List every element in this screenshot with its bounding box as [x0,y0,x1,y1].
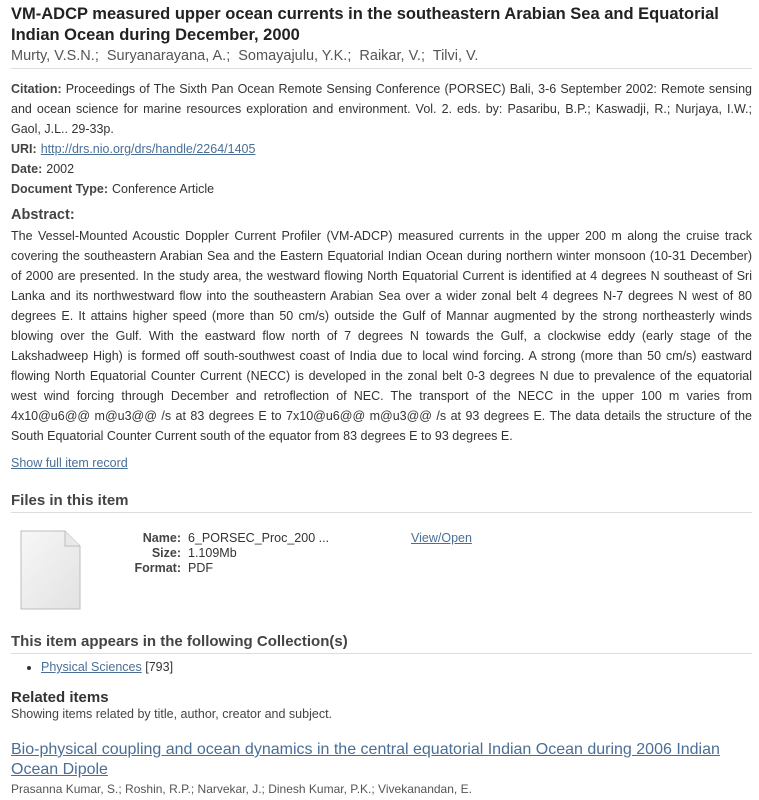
file-name-label: Name: [142,531,181,545]
uri-link[interactable]: http://drs.nio.org/drs/handle/2264/1405 [40,142,256,156]
date-row [11,159,752,179]
author: Tilvi, V. [432,48,479,64]
related-item-authors: Prasanna Kumar, S.; Roshin, R.P.; Narvekar, J.; Dinesh Kumar, P.K.; Vivekanandan, E. [11,782,472,796]
collections-heading: This item appears in the following Collection(s) [11,633,752,654]
file-name: 6_PORSEC_Proc_200 ... [188,531,330,545]
related-item-link[interactable]: Bio-physical coupling and ocean dynamics in the central equatorial Indian Ocean during 2006 Indian Ocean Dipole [11,741,720,778]
file-size: 1.109Mb [188,546,237,560]
author: Murty, V.S.N. [11,48,95,64]
show-full-record-link[interactable]: Show full item record [11,456,128,470]
author-list: Murty, V.S.N.; Suryanarayana, A.; Somayajulu, Y.K.; Raikar, V.; Tilvi, V. [11,46,752,69]
view-open-link[interactable]: View/Open [411,531,472,545]
uri-label: URI: [11,142,37,156]
file-icon[interactable] [19,530,81,610]
abstract-text: The Vessel-Mounted Acoustic Doppler Current Profiler (VM-ADCP) measured currents in the upper 200 m along the cruise track covering the southeastern Arabian Sea and the Eastern Equatorial Indian Ocean during northern winter monsoon (10-31 December) of 2000 are presented. In the study area, the westward flowing North Equatorial Current is identified at 4 degrees N southeast of Sri Lanka and its northwestward flow into the southeastern Arabian Sea over a wider zonal belt 4 degrees N-7 degrees N west of 80 degrees E. It attains higher speed (more than 50 cm/s) outside the Gulf of Mannar augmented by the strong northeasterly winds blowing over the Gulf. With the eastward flow north of 7 degrees N towards the Gulf, a clockwise eddy (early stage of the Lakshadweep High) is formed off south-southwest coast of India due to local wind forcing. A strong (more than 50 cm/s) eastward flowing North Equatorial Counter Current (NECC) is developed in the zonal belt 0-3 degrees N due to prevalence of the equatorial west wind forcing through December and retroflection of NEC. The transport of the NECC in the upper 100 m varies from 4x10@u6@@ m@u3@@ /s at 83 degrees E to 7x10@u6@@ m@u3@@ /s at 93 degrees E. The data details the structure of the South Equatorial Counter Current south of the equator from 83 degrees E to 93 degrees E. [11,229,752,443]
file-format: PDF [188,561,213,575]
related-item [11,740,752,780]
date-value: 2002 [46,162,75,176]
file-size-row [111,546,329,561]
collection-list [11,659,752,675]
item-title: VM-ADCP measured upper ocean currents in the southeastern Arabian Sea and Equatorial Indian Ocean during December, 2000 [11,5,719,44]
file-entry [11,513,752,613]
author: Suryanarayana, A. [106,48,227,64]
citation-row [11,79,752,139]
uri-row [11,139,752,159]
related-subheading: Showing items related by title, author, creator and subject. [11,707,333,721]
file-details [111,531,329,576]
file-name-row [111,531,329,546]
citation-label: Citation: [11,82,62,96]
doctype-row [11,179,752,199]
author: Raikar, V. [359,48,421,64]
doctype-label: Document Type: [11,182,108,196]
author: Somayajulu, Y.K. [238,48,348,64]
file-format-label: Format: [134,561,181,575]
list-item [41,659,752,675]
collection-count: [793] [145,660,174,674]
citation-text: Proceedings of The Sixth Pan Ocean Remote Sensing Conference (PORSEC) Bali, 3-6 September 2002: Remote sensing and ocean science for marine resources exploration and environment. Vol. 2. eds. by: Pasaribu, B.P.; Kaswadji, R.; Nurjaya, I.W.; Gaol, J.L.. 29-33p. [11,82,752,136]
file-size-label: Size: [151,546,181,560]
date-label: Date: [11,162,43,176]
item-metadata [11,79,752,199]
files-heading: Files in this item [11,492,752,513]
file-format-row [111,561,329,576]
related-heading: Related items [11,689,109,706]
collection-link[interactable]: Physical Sciences [41,660,142,674]
doctype-value: Conference Article [112,182,215,196]
abstract-heading: Abstract: [11,207,75,223]
